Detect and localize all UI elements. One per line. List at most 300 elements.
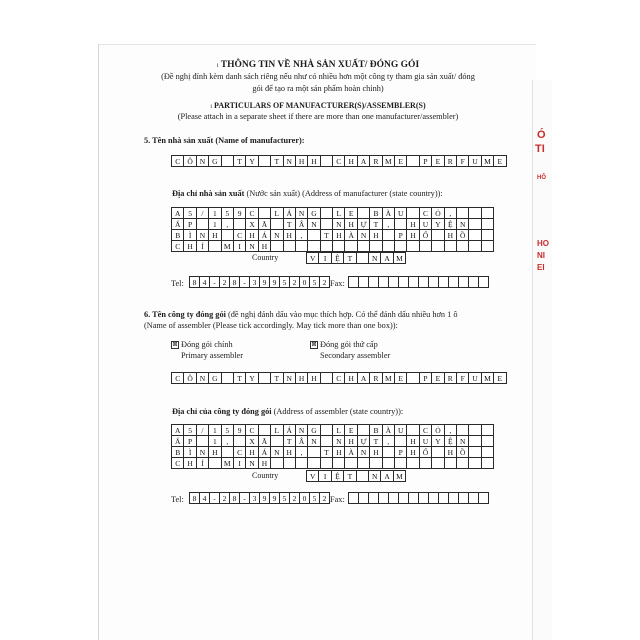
form-cell: C <box>233 446 246 458</box>
manufacturer-name-field[interactable] <box>171 155 506 166</box>
form-cell: E <box>431 155 444 167</box>
assembler-address-label <box>172 407 403 416</box>
form-cell: 1 <box>208 207 221 219</box>
form-subtitle-vi-2: gói để tạo ra một sản phẩm hoàn chỉnh) <box>252 84 384 93</box>
form-cell <box>419 240 432 252</box>
form-title-en <box>110 101 526 110</box>
form-cell: 5 <box>279 276 290 288</box>
form-cell: H <box>406 435 419 447</box>
form-cell: H <box>283 446 296 458</box>
form-cell: À <box>344 229 357 241</box>
address-row <box>171 446 493 457</box>
form-cell: U <box>468 372 481 384</box>
fax-label: Fax: <box>330 279 345 288</box>
form-cell: Ã <box>258 218 271 230</box>
form-cell <box>295 240 308 252</box>
form-cell: N <box>245 240 258 252</box>
manufacturer-tel-field[interactable] <box>189 276 329 287</box>
form-cell: X <box>245 435 258 447</box>
form-cell: / <box>196 207 209 219</box>
form-cell: H <box>344 155 357 167</box>
form-cell: H <box>245 229 258 241</box>
form-cell <box>344 457 357 469</box>
form-cell: 9 <box>259 276 270 288</box>
form-cell: N <box>307 435 320 447</box>
country-row <box>306 252 405 263</box>
form-cell: 2 <box>219 492 230 504</box>
form-cell: H <box>208 446 221 458</box>
form-cell: H <box>344 372 357 384</box>
form-cell <box>320 155 333 167</box>
country-label: Country <box>252 471 279 480</box>
section6-heading-bold: 6. Tên công ty đóng gói <box>144 310 226 319</box>
assembler-tel-field[interactable] <box>189 492 329 503</box>
form-cell: 4 <box>199 276 210 288</box>
form-cell: Y <box>245 155 258 167</box>
form-cell: 2 <box>289 492 300 504</box>
form-cell: M <box>481 155 494 167</box>
form-cell: E <box>344 207 357 219</box>
form-cell: M <box>393 470 406 482</box>
form-cell: Í <box>196 457 209 469</box>
edge-mark: Ó <box>537 129 546 141</box>
form-cell: Ấ <box>171 218 184 230</box>
form-cell <box>332 240 345 252</box>
form-cell: Ỏ <box>431 207 444 219</box>
edge-mark: HO <box>537 239 549 248</box>
form-cell: - <box>239 276 250 288</box>
form-cell: T <box>233 155 246 167</box>
form-cell: H <box>307 155 320 167</box>
address-label-rest: (Address of assembler (state country)): <box>273 407 404 416</box>
form-cell: Ô <box>183 372 196 384</box>
form-cell: U <box>468 155 481 167</box>
form-cell: E <box>493 372 506 384</box>
form-cell: F <box>456 155 469 167</box>
address-row <box>171 240 493 251</box>
form-cell <box>320 457 333 469</box>
form-cell: Ự <box>357 435 370 447</box>
form-cell: 8 <box>229 276 240 288</box>
form-cell: P <box>394 229 407 241</box>
form-cell: H <box>444 446 457 458</box>
form-cell: 9 <box>233 207 246 219</box>
form-cell <box>283 240 296 252</box>
form-cell: X <box>245 218 258 230</box>
manufacturer-address-field[interactable] <box>171 207 493 251</box>
form-cell: U <box>419 435 432 447</box>
address-row <box>171 457 493 468</box>
form-cell <box>478 276 489 288</box>
form-cell: N <box>307 218 320 230</box>
form-cell: - <box>239 492 250 504</box>
form-cell: Ồ <box>456 446 469 458</box>
form-cell <box>295 457 308 469</box>
form-cell: N <box>196 372 209 384</box>
form-cell <box>332 457 345 469</box>
form-cell: N <box>270 229 283 241</box>
form-cell: I <box>318 252 331 264</box>
form-cell: , <box>382 218 395 230</box>
section6-heading-rest: (đề nghị đánh dấu vào mục thích hợp. Có thể đánh dấu nhiều hơn 1 ô <box>228 310 458 319</box>
secondary-assembler-label-vi: Đóng gói thứ cấp <box>320 340 378 349</box>
section6-heading <box>144 310 458 319</box>
form-cell: B <box>171 229 184 241</box>
form-cell: Ấ <box>171 435 184 447</box>
form-cell <box>344 240 357 252</box>
form-cell <box>357 240 370 252</box>
form-cell: Á <box>258 229 271 241</box>
secondary-assembler-label-en: Secondary assembler <box>320 351 391 360</box>
form-cell <box>258 372 271 384</box>
secondary-assembler-checkbox[interactable]: ⊠ <box>311 341 317 348</box>
form-cell <box>456 457 469 469</box>
form-cell: T <box>320 229 333 241</box>
form-cell: 5 <box>183 207 196 219</box>
form-cell: H <box>406 229 419 241</box>
form-cell: U <box>419 218 432 230</box>
form-cell <box>382 457 395 469</box>
form-cell <box>481 240 494 252</box>
form-cell <box>221 155 234 167</box>
form-cell: 5 <box>309 492 320 504</box>
form-cell: Á <box>258 446 271 458</box>
fax-label: Fax: <box>330 495 345 504</box>
form-cell: H <box>369 446 382 458</box>
form-cell: 5 <box>221 207 234 219</box>
form-cell: N <box>332 218 345 230</box>
form-cell: Â <box>295 435 308 447</box>
form-cell <box>208 457 221 469</box>
form-cell: Â <box>295 218 308 230</box>
form-cell: N <box>196 229 209 241</box>
form-cell: Ì <box>183 229 196 241</box>
form-cell: Á <box>283 424 296 436</box>
manufacturer-address-label <box>172 189 443 198</box>
form-cell <box>382 240 395 252</box>
form-cell: 8 <box>189 492 200 504</box>
form-cell: N <box>270 446 283 458</box>
form-cell <box>456 240 469 252</box>
form-cell: C <box>419 207 432 219</box>
form-cell: H <box>208 229 221 241</box>
form-title-text: THÔNG TIN VỀ NHÀ SẢN XUẤT/ ĐÓNG GÓI <box>220 60 420 70</box>
form-cell: T <box>233 372 246 384</box>
form-cell <box>468 457 481 469</box>
form-cell: T <box>369 218 382 230</box>
form-cell: L <box>332 424 345 436</box>
form-cell <box>468 240 481 252</box>
form-cell: M <box>382 155 395 167</box>
primary-assembler-label-en: Primary assembler <box>181 351 243 360</box>
form-cell: 1 <box>208 424 221 436</box>
form-cell: 2 <box>219 276 230 288</box>
form-cell: - <box>209 492 220 504</box>
form-cell: , <box>295 229 308 241</box>
name-row <box>171 372 506 383</box>
form-cell: - <box>209 276 220 288</box>
form-cell: G <box>208 155 221 167</box>
form-cell: N <box>368 252 381 264</box>
form-cell: Ố <box>419 446 432 458</box>
form-cell: Ệ <box>444 435 457 447</box>
form-cell: B <box>369 207 382 219</box>
form-cell: Ã <box>258 435 271 447</box>
form-cell <box>431 240 444 252</box>
country-row <box>306 470 405 481</box>
address-row <box>171 424 493 435</box>
form-cell <box>481 457 494 469</box>
address-row <box>171 229 493 240</box>
form-cell: E <box>394 155 407 167</box>
address-row <box>171 207 493 218</box>
form-cell: H <box>183 240 196 252</box>
primary-assembler-label-vi: Đóng gói chính <box>181 340 233 349</box>
form-cell: , <box>221 435 234 447</box>
tel-label: Tel: <box>171 495 184 504</box>
form-cell: I <box>233 457 246 469</box>
form-cell: U <box>394 424 407 436</box>
form-cell: I <box>233 240 246 252</box>
edge-mark: EI <box>537 263 545 272</box>
fax-row <box>348 276 488 287</box>
form-cell: R <box>444 372 457 384</box>
form-cell: À <box>382 207 395 219</box>
form-cell: A <box>357 372 370 384</box>
country-label: Country <box>252 253 279 262</box>
form-cell: M <box>481 372 494 384</box>
edge-mark: NI <box>537 251 545 260</box>
assembler-fax-field[interactable] <box>348 492 488 503</box>
form-cell: H <box>444 229 457 241</box>
form-cell <box>431 457 444 469</box>
form-cell: Ệ <box>444 218 457 230</box>
form-cell: B <box>369 424 382 436</box>
edge-mark: HÔ <box>537 175 546 181</box>
form-cell: Ệ <box>331 470 344 482</box>
form-cell: 2 <box>289 276 300 288</box>
tel-row <box>189 492 329 503</box>
address-label-bold: Địa chỉ của công ty đóng gói <box>172 407 272 416</box>
form-cell: T <box>343 470 356 482</box>
primary-assembler-checkbox[interactable]: ⊠ <box>172 341 178 348</box>
form-cell: V <box>306 252 319 264</box>
form-cell: 8 <box>189 276 200 288</box>
form-cell: N <box>456 435 469 447</box>
form-cell: , <box>221 218 234 230</box>
form-cell: C <box>419 424 432 436</box>
form-cell: I <box>318 470 331 482</box>
form-cell: T <box>320 446 333 458</box>
form-cell: P <box>419 155 432 167</box>
form-cell <box>208 240 221 252</box>
form-cell: A <box>357 155 370 167</box>
form-cell: Ỏ <box>431 424 444 436</box>
form-cell <box>478 492 489 504</box>
form-cell: C <box>332 372 345 384</box>
form-cell: G <box>208 372 221 384</box>
form-cell: G <box>307 207 320 219</box>
form-cell: A <box>380 252 393 264</box>
form-cell: Ệ <box>331 252 344 264</box>
form-title-en-text: PARTICULARS OF MANUFACTURER(S)/ASSEMBLER(S) <box>214 101 426 110</box>
form-cell: N <box>332 435 345 447</box>
form-cell: R <box>444 155 457 167</box>
form-subtitle-en: (Please attach in a separate sheet if there are more than one manufacturer/assembler) <box>177 112 459 121</box>
form-cell: N <box>283 372 296 384</box>
form-cell: C <box>171 457 184 469</box>
adjacent-page-edge <box>532 80 552 640</box>
form-cell: N <box>245 457 258 469</box>
form-cell: T <box>283 218 296 230</box>
form-cell: E <box>493 155 506 167</box>
form-cell: / <box>196 424 209 436</box>
form-cell: U <box>394 207 407 219</box>
form-cell <box>394 457 407 469</box>
section5-heading: 5. Tên nhà sản xuất (Name of manufacturer): <box>144 136 305 145</box>
form-cell: T <box>270 155 283 167</box>
address-row <box>171 218 493 229</box>
form-cell <box>444 240 457 252</box>
title-marker: i <box>216 63 219 69</box>
form-cell: M <box>221 457 234 469</box>
form-cell: C <box>245 424 258 436</box>
form-cell: G <box>307 424 320 436</box>
name-row <box>171 155 506 166</box>
form-cell: E <box>394 372 407 384</box>
form-cell: H <box>344 435 357 447</box>
form-cell: H <box>332 229 345 241</box>
form-cell: 1 <box>208 218 221 230</box>
form-cell: V <box>306 470 319 482</box>
form-cell: Í <box>196 240 209 252</box>
form-cell: 9 <box>269 492 280 504</box>
form-cell: C <box>171 240 184 252</box>
fax-row <box>348 492 488 503</box>
form-cell: H <box>406 218 419 230</box>
form-cell: H <box>245 446 258 458</box>
form-cell: 3 <box>249 492 260 504</box>
form-cell: L <box>270 424 283 436</box>
address-row <box>171 435 493 446</box>
form-cell: H <box>369 229 382 241</box>
form-cell: Ố <box>419 229 432 241</box>
form-cell: E <box>344 424 357 436</box>
form-cell: C <box>171 155 184 167</box>
tel-row <box>189 276 329 287</box>
form-cell: B <box>171 446 184 458</box>
form-cell <box>258 155 271 167</box>
form-cell: N <box>368 470 381 482</box>
form-cell: , <box>444 424 457 436</box>
form-cell: L <box>332 207 345 219</box>
form-cell: 0 <box>299 276 310 288</box>
form-cell <box>406 372 419 384</box>
form-cell: 3 <box>249 276 260 288</box>
manufacturer-fax-field[interactable] <box>348 276 488 287</box>
form-cell <box>356 470 369 482</box>
form-cell: 5 <box>309 276 320 288</box>
section6-heading-line2: (Name of assembler (Please tick accordingly. May tick more than one box)): <box>144 321 398 330</box>
form-cell: C <box>332 155 345 167</box>
form-cell: P <box>183 435 196 447</box>
edge-mark: TI <box>535 143 545 155</box>
form-cell: , <box>295 446 308 458</box>
form-cell: T <box>283 435 296 447</box>
form-cell: A <box>380 470 393 482</box>
form-cell: Ì <box>183 446 196 458</box>
form-cell: Ồ <box>456 229 469 241</box>
form-cell: T <box>369 435 382 447</box>
form-cell <box>419 457 432 469</box>
form-cell: M <box>221 240 234 252</box>
title-en-marker: i <box>210 104 213 110</box>
form-cell: 9 <box>259 492 270 504</box>
manufacturer-country-field[interactable] <box>306 252 405 263</box>
form-cell: T <box>270 372 283 384</box>
form-cell: H <box>183 457 196 469</box>
form-cell: N <box>196 155 209 167</box>
form-cell: M <box>393 252 406 264</box>
form-cell <box>394 240 407 252</box>
form-cell: F <box>456 372 469 384</box>
form-cell: H <box>344 218 357 230</box>
form-cell: 0 <box>299 492 310 504</box>
form-cell: C <box>245 207 258 219</box>
form-cell: Ô <box>183 155 196 167</box>
form-cell: C <box>171 372 184 384</box>
form-cell: H <box>258 457 271 469</box>
form-cell: À <box>344 446 357 458</box>
form-cell: 5 <box>221 424 234 436</box>
assembler-address-field[interactable] <box>171 424 493 468</box>
form-cell: N <box>357 446 370 458</box>
form-cell <box>356 252 369 264</box>
form-cell: Ự <box>357 218 370 230</box>
form-cell: N <box>295 424 308 436</box>
form-cell <box>270 240 283 252</box>
form-cell: N <box>283 155 296 167</box>
address-label-rest: (Nước sản xuất) (Address of manufacturer (state country)): <box>246 189 443 198</box>
form-cell <box>406 457 419 469</box>
form-cell <box>283 457 296 469</box>
form-cell <box>406 155 419 167</box>
form-cell: H <box>307 372 320 384</box>
form-cell: P <box>419 372 432 384</box>
form-cell: E <box>431 372 444 384</box>
tel-label: Tel: <box>171 279 184 288</box>
form-cell: P <box>394 446 407 458</box>
form-cell: R <box>369 155 382 167</box>
address-label-bold: Địa chỉ nhà sản xuất <box>172 189 245 198</box>
assembler-country-field[interactable] <box>306 470 405 481</box>
form-cell: Y <box>431 435 444 447</box>
form-cell: N <box>196 446 209 458</box>
form-cell: , <box>444 207 457 219</box>
form-cell: H <box>283 229 296 241</box>
form-cell: N <box>456 218 469 230</box>
form-title <box>110 60 526 70</box>
form-cell: H <box>295 155 308 167</box>
form-cell: 1 <box>208 435 221 447</box>
form-cell <box>357 457 370 469</box>
form-cell: Á <box>283 207 296 219</box>
assembler-name-field[interactable] <box>171 372 506 383</box>
form-cell <box>320 372 333 384</box>
form-cell: A <box>171 207 184 219</box>
form-cell: 8 <box>229 492 240 504</box>
form-cell <box>369 457 382 469</box>
